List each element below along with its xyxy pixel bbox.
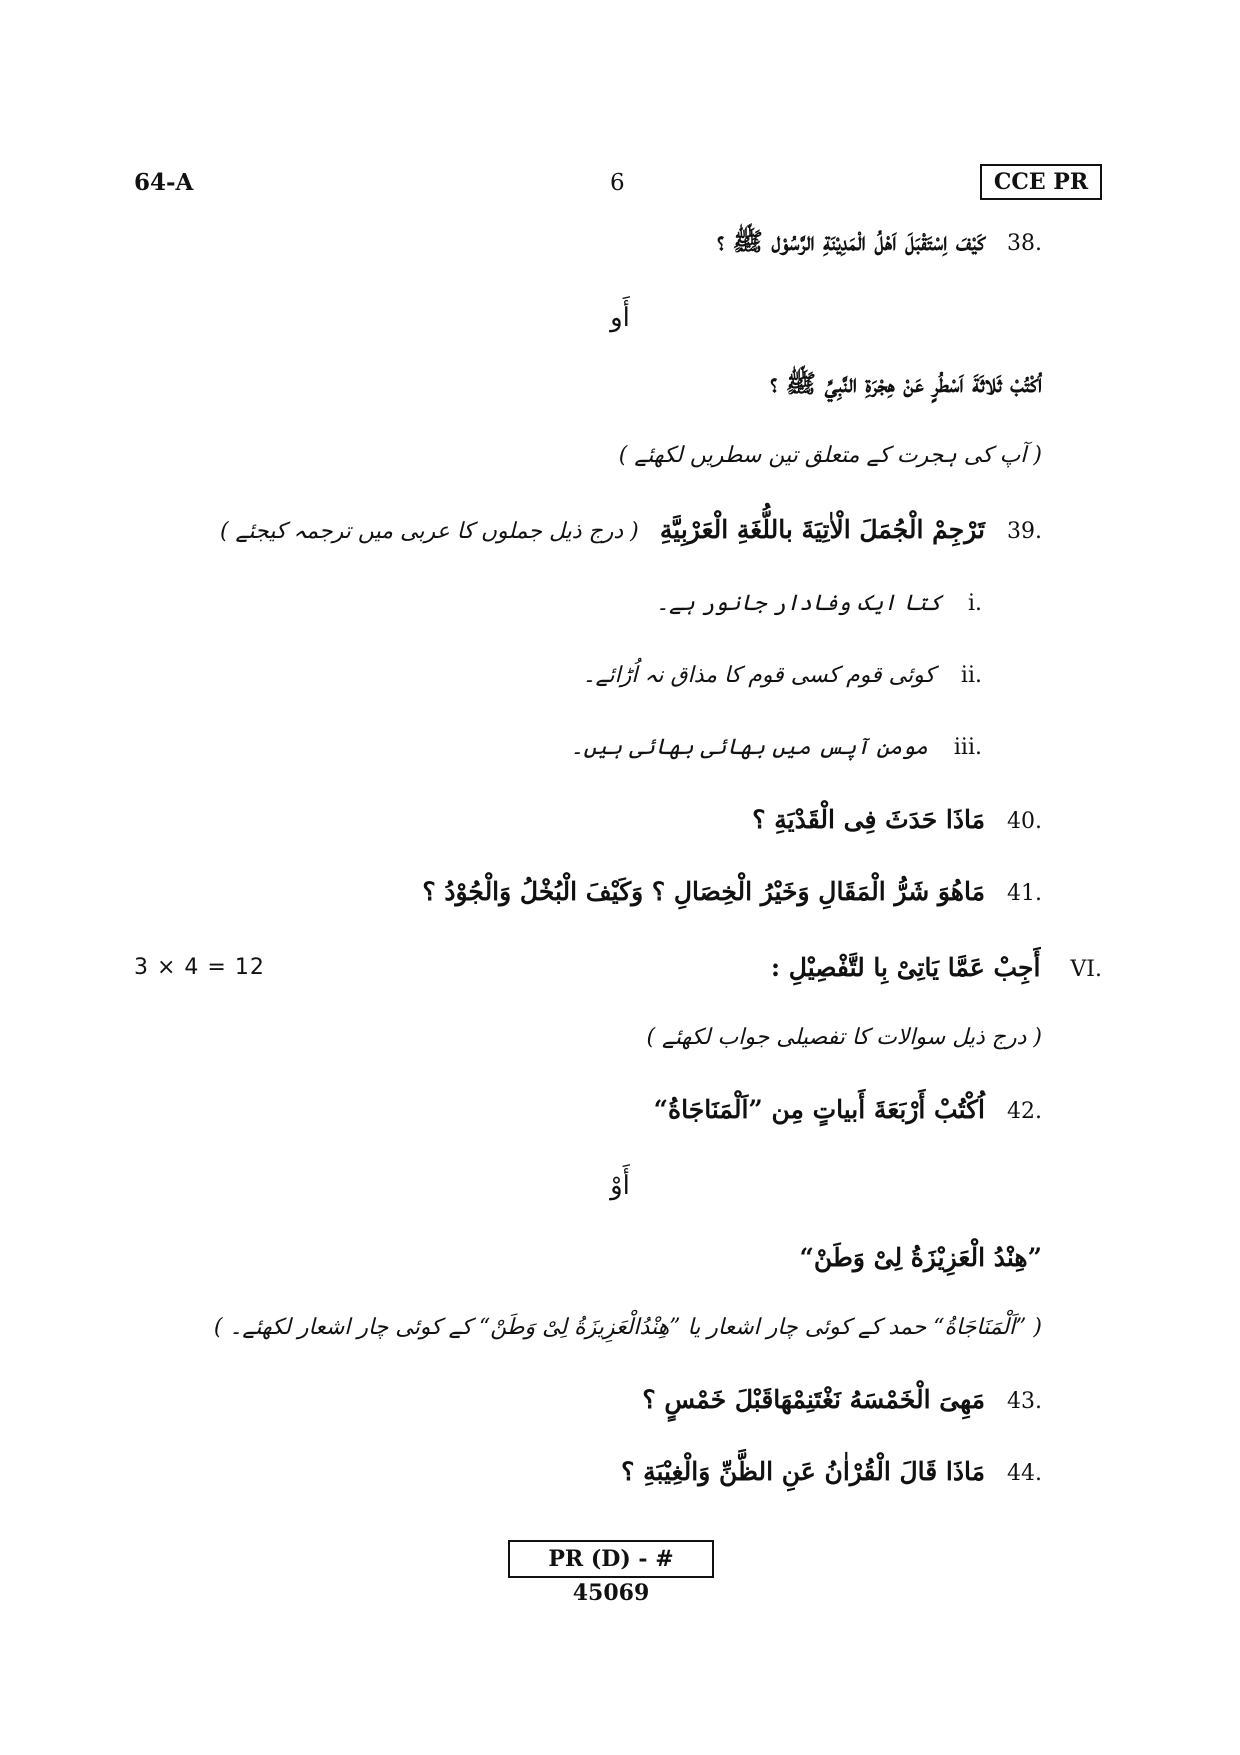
question-38 [717,220,1042,264]
section-marks: 3 × 4 = 12 [134,955,265,980]
urdu-note: ( درج ذیل سوالات کا تفصیلی جواب لکھئے ) [646,1025,1042,1050]
item-text: مومن آپس میں بھائی بھائی ہیں۔ [570,735,928,760]
header-box-label: CCE PR [980,164,1102,200]
question-text: مَاذَا حَدَثَ فِى الْقَدْيَةِ ؟ [752,805,985,834]
alternative-text: ”هِنْدُ الْعَزِيْزَةُ لِىْ وَطَنْ“ [799,1243,1042,1272]
question-text: تَرْجِمْ الْجُمَلَ الْاٰتِيَةَ باللُّغَةِ الْعَرْبِيَّةِ [659,515,985,544]
urdu-note: ( درج ذیل جملوں کا عربی میں ترجمہ کیجئے ) [219,519,639,544]
or-separator: أَوْ [610,1171,630,1201]
urdu-note: ( آپ کی ہجرت کے متعلق تین سطریں لکھئے ) [618,443,1042,468]
question-text: مَاهُوَ شَرُّ الْمَقَالِ وَخَيْرُ الْخِصَالِ ؟ وَكَيْفَ الْبُخْلُ وَالْجُوْدُ ؟ [422,877,985,906]
section-vi-heading [771,946,1102,990]
question-39 [220,508,1042,552]
question-40 [752,798,1042,842]
translation-item [583,654,982,698]
question-42 [654,1088,1042,1132]
urdu-note: ( ”اَلْمَنَاجَاةُ“ حمد کے کوئی چار اشعار یا ”هِنْدُالْعَزِيزَةُ لِىْ وَطَنْ“ کے کوئی چار اشعار لکھئے۔ ) [213,1315,1042,1340]
question-38-alternative [770,362,1042,406]
question-number: 38. [1007,231,1042,256]
question-42-alternative [800,1236,1042,1280]
question-number: 44. [1007,1461,1042,1486]
question-text: مَهِىَ الْخَمْسَهُ نَغْتَنِمْهَاقَبْلَ خَمْسٍ ؟ [642,1385,985,1414]
footer-code: PR (D) - # 45069 [508,1540,714,1578]
item-roman: i. [967,591,982,616]
urdu-instruction [214,1306,1042,1350]
question-41 [422,870,1042,914]
item-text: کوئی قوم کسی قوم کا مذاق نہ اُڑائے۔ [582,663,935,688]
urdu-instruction [646,1016,1042,1060]
question-number: 41. [1007,881,1042,906]
question-text: كَيْفَ اِسْتَقْبَلَ اَهْلُ الْمَدِيْنَةِ الرَّسُوْل ﷺ ؟ [716,227,985,256]
alternative-text: اُكْتُبْ ثَلاثَةَ اَسْطُرٍ عَنْ هِجْرَةِ النَّبِيِّ ﷺ ؟ [770,369,1042,398]
or-separator: أَو [610,303,630,333]
question-43 [642,1378,1042,1422]
question-text: اُكْتُبْ أَرْبَعَةَ أَبياتٍ مِن ”اَلْمَنَاجَاةُ“ [653,1095,985,1124]
translation-item [571,726,982,770]
paper-code: 64-A [134,169,194,196]
item-roman: ii. [960,663,982,688]
page-number: 6 [610,170,625,196]
question-44 [621,1450,1042,1494]
question-text: مَاذَا قَالَ الْقُرْاٰنُ عَنِ الظَّنِّ وَالْغِيْبَةِ ؟ [621,1457,985,1486]
translation-item [656,582,982,626]
section-instruction: أَجِبْ عَمَّا يَاتِىْ بِا لتَّفْصِيْلِ : [770,953,1041,982]
question-number: 39. [1007,519,1042,544]
question-number: 40. [1007,809,1042,834]
item-text: کتا ایک وفادار جانور ہے۔ [656,591,942,616]
item-roman: iii. [953,735,982,760]
urdu-instruction [619,434,1042,478]
section-number: VI. [1070,957,1102,982]
question-number: 43. [1007,1389,1042,1414]
question-number: 42. [1007,1099,1042,1124]
